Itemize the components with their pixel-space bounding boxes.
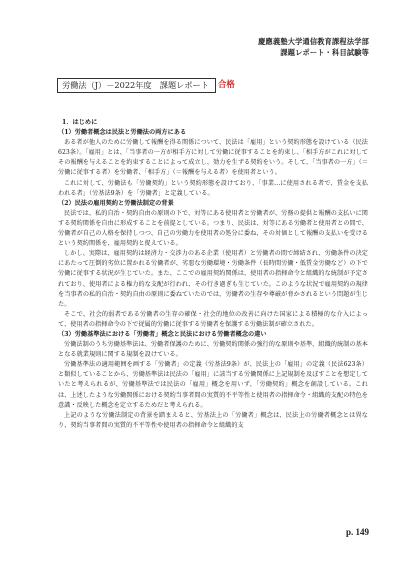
- pass-status-label: 合格: [218, 79, 235, 89]
- body-paragraph: これに対して、労働法も「労働契約」という契約形態を設けており、「事業…に使用される者で、賃金を支払われる者」（労基法9条）を「労働者」と定義している。: [58, 179, 368, 197]
- report-title: 労働法（J）－2022年度 課題レポート: [57, 78, 216, 93]
- subsection-heading: （2）民法の雇用契約と労働法制定の背景: [58, 199, 174, 207]
- body-paragraph: そこで、社会的弱者である労働者の生存の確保・社会的地位の改善に向けた国家による積極的な介入によって、使用者の指揮命令の下で従属的労働に従事する労働者を保護する労働法制が確立された。: [58, 310, 368, 328]
- body-paragraph: 労働基準法の適用範囲を画する「労働者」の定義（労基法9条）が、民法上の「雇用」の定義（民法623条）と類似していることから、労働基準法は民法の「雇用」に該当する労働関係に上記規制を及ぼすことを想定していたと考えられるが、労働基準法では民法の「雇用」概念を用いず、「労働契約」概念を創設している。これは、上述したような労働関係における契約当事者間の実質的不平等性と使用者の指揮命令・組織的支配の特色を意識・反映した概念を定立するためだと考えられる。: [58, 361, 368, 409]
- report-body: [58, 118, 368, 431]
- body-paragraph: 上記のような労働法制定の背景を踏まえると、労基法上の「労働者」概念は、民法上の労働者概念とは異なり、契約当事者間の実質的不平等性や使用者の指揮命令と組織的支: [58, 411, 368, 429]
- subsection-heading: （3）労働基準法における「労働者」概念と民法における労働者概念の違い: [58, 330, 267, 338]
- institution-name: 慶應義塾大学通信教育課程法学部: [258, 37, 369, 46]
- body-paragraph: 民法では、私的自治・契約自由の原則の下で、対等にある使用者と労働者が、労務の提供と報酬の支払いに関する契約関係を自由に形成することを前提としている。つまり、民法は、対等にある労働者と使用者との間で、労働者が自己の人格を保持しつつ、自己の労働力を使用者の処分に委ね、その対価として報酬の支払いを受けるという契約関係を、雇用契約と捉えている。: [58, 209, 368, 248]
- body-paragraph: しかし、実際は、雇用契約は経済力・交渉力のある企業（使用者）と労働者の間で締結され、労働条件の決定にあたって圧倒的劣位に置かれる労働者が、劣悪な労働環境・労働条件（長時間労働・低賃金労働など）の下で労働に従事する状況が生じていた。また、ここでの雇用契約関係は、使用者の指揮命令と組織的な統制が予定されており、使用者による権力的な支配が行われ、その行き過ぎも生じていた。このような状況で雇用契約の規律を当事者の私的自治・契約自由の原則に委ねていたのでは、労働者の生存や尊厳が脅かされるという問題が生じた。: [58, 250, 368, 308]
- document-header: [258, 36, 369, 58]
- body-paragraph: 労働法制のうち労働基準法は、労働者保護のために、労働契約関係の強行的な原則や基準、組織的統制の基本となる就業規則に関する規制を設けている。: [58, 341, 368, 359]
- body-paragraph: ある者が他人のために労働して報酬を得る関係について、民法は「雇用」という契約形態を設けている（民法623条）。「雇用」とは、「当事者の一方が相手方に対して労働に従事することを約束し、「相手方がこれに対してその報酬を与えることを約束することによって成立し、効力を生ずる契約をいう。そして、「当事者の一方」（＝労働に従事する者）を労働者、「相手方」（＝報酬を与える者）を使用者という。: [58, 139, 368, 177]
- section-heading: 1．はじめに: [62, 119, 98, 126]
- subsection-heading: （1）労働者概念は民法と労働法の両方にある: [58, 129, 187, 137]
- document-type: 課題レポート・科目試験等: [280, 48, 369, 57]
- page-number: p. 149: [345, 527, 369, 537]
